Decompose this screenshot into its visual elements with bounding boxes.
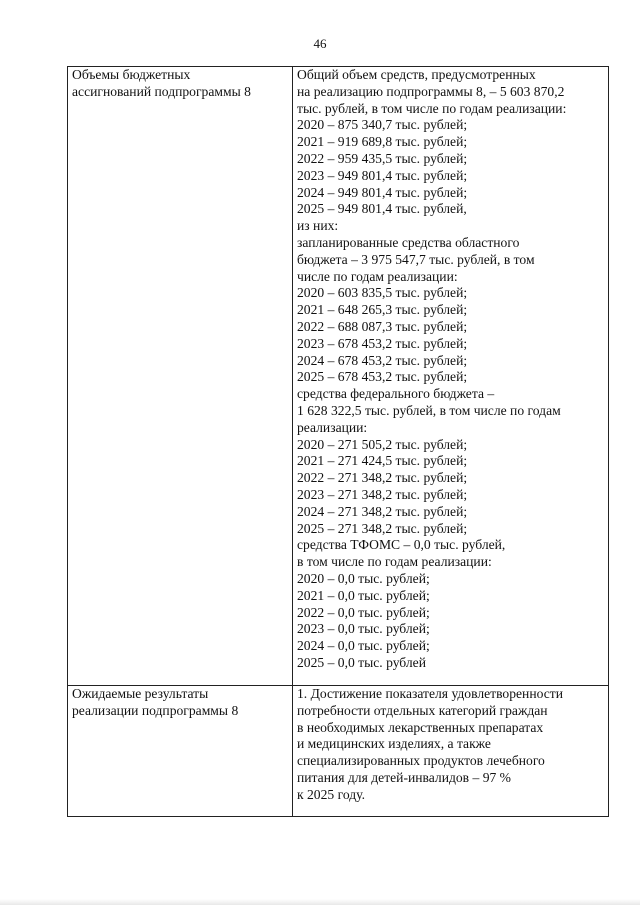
budget-text-line: 1 628 322,5 тыс. рублей, в том числе по годам: [297, 402, 561, 418]
budget-text-line: в том числе по годам реализации:: [297, 554, 492, 570]
table-row-budget: [68, 67, 609, 686]
budget-year-line: 2022 – 688 087,3 тыс. рублей;: [297, 318, 468, 334]
budget-year-line: 2021 – 648 265,3 тыс. рублей;: [297, 302, 468, 318]
budget-text-line: числе по годам реализации:: [297, 268, 458, 284]
budget-year-line: 2022 – 959 435,5 тыс. рублей;: [297, 150, 468, 166]
subprogram-passport-table: [67, 66, 609, 817]
results-text-line: к 2025 году.: [297, 786, 365, 802]
budget-year-line: 2024 – 271 348,2 тыс. рублей;: [297, 503, 468, 519]
budget-text-line: средства федерального бюджета –: [297, 386, 495, 402]
budget-year-line: 2020 – 875 340,7 тыс. рублей;: [297, 117, 468, 133]
results-text-line: в необходимых лекарственных препаратах: [297, 719, 544, 735]
budget-year-line: 2023 – 678 453,2 тыс. рублей;: [297, 335, 468, 351]
budget-label-line: ассигнований подпрограммы 8: [72, 83, 251, 99]
budget-year-line: 2025 – 271 348,2 тыс. рублей;: [297, 520, 468, 536]
table-row-results: [68, 686, 609, 817]
budget-label-line: Объемы бюджетных: [72, 67, 191, 82]
budget-year-line: 2022 – 271 348,2 тыс. рублей;: [297, 470, 468, 486]
budget-year-line: 2024 – 0,0 тыс. рублей;: [297, 638, 430, 654]
results-text-line: 1. Достижение показателя удовлетворенности: [297, 686, 563, 701]
page-number: 46: [313, 36, 327, 51]
results-value-cell: [293, 686, 609, 817]
results-label-cell: [68, 686, 293, 817]
results-text-line: питания для детей-инвалидов – 97 %: [297, 769, 512, 785]
budget-value-cell: [293, 67, 609, 686]
budget-year-line: 2025 – 678 453,2 тыс. рублей;: [297, 369, 468, 385]
budget-year-line: 2021 – 919 689,8 тыс. рублей;: [297, 134, 468, 150]
budget-text-line: тыс. рублей, в том числе по годам реализации:: [297, 100, 567, 116]
budget-year-line: 2021 – 271 424,5 тыс. рублей;: [297, 453, 468, 469]
budget-year-line: 2024 – 678 453,2 тыс. рублей;: [297, 352, 468, 368]
budget-year-line: 2020 – 271 505,2 тыс. рублей;: [297, 436, 468, 452]
results-label-line: Ожидаемые результаты: [72, 686, 209, 701]
budget-text-line: запланированные средства областного: [297, 234, 520, 250]
budget-text-line: средства ТФОМС – 0,0 тыс. рублей,: [297, 537, 506, 553]
budget-year-line: 2025 – 0,0 тыс. рублей: [297, 654, 426, 670]
budget-text-line: бюджета – 3 975 547,7 тыс. рублей, в том: [297, 251, 535, 267]
results-text-line: потребности отдельных категорий граждан: [297, 702, 548, 718]
scan-edge: [0, 899, 640, 905]
budget-text-line: Общий объем средств, предусмотренных: [297, 67, 536, 82]
budget-year-line: 2020 – 603 835,5 тыс. рублей;: [297, 285, 468, 301]
budget-year-line: 2023 – 271 348,2 тыс. рублей;: [297, 486, 468, 502]
results-label-line: реализации подпрограммы 8: [72, 702, 239, 718]
budget-year-line: 2021 – 0,0 тыс. рублей;: [297, 587, 430, 603]
budget-text-line: реализации:: [297, 419, 368, 435]
results-text-line: и медицинских изделиях, а также: [297, 736, 491, 752]
budget-year-line: 2022 – 0,0 тыс. рублей;: [297, 604, 430, 620]
budget-text-line: на реализацию подпрограммы 8, – 5 603 870,2: [297, 83, 565, 99]
results-text-line: специализированных продуктов лечебного: [297, 753, 545, 769]
budget-text-line: из них:: [297, 218, 339, 234]
budget-label-cell: [68, 67, 293, 686]
budget-year-line: 2023 – 0,0 тыс. рублей;: [297, 621, 430, 637]
budget-year-line: 2025 – 949 801,4 тыс. рублей,: [297, 201, 467, 217]
budget-year-line: 2024 – 949 801,4 тыс. рублей;: [297, 184, 468, 200]
budget-year-line: 2020 – 0,0 тыс. рублей;: [297, 570, 430, 586]
budget-year-line: 2023 – 949 801,4 тыс. рублей;: [297, 167, 468, 183]
